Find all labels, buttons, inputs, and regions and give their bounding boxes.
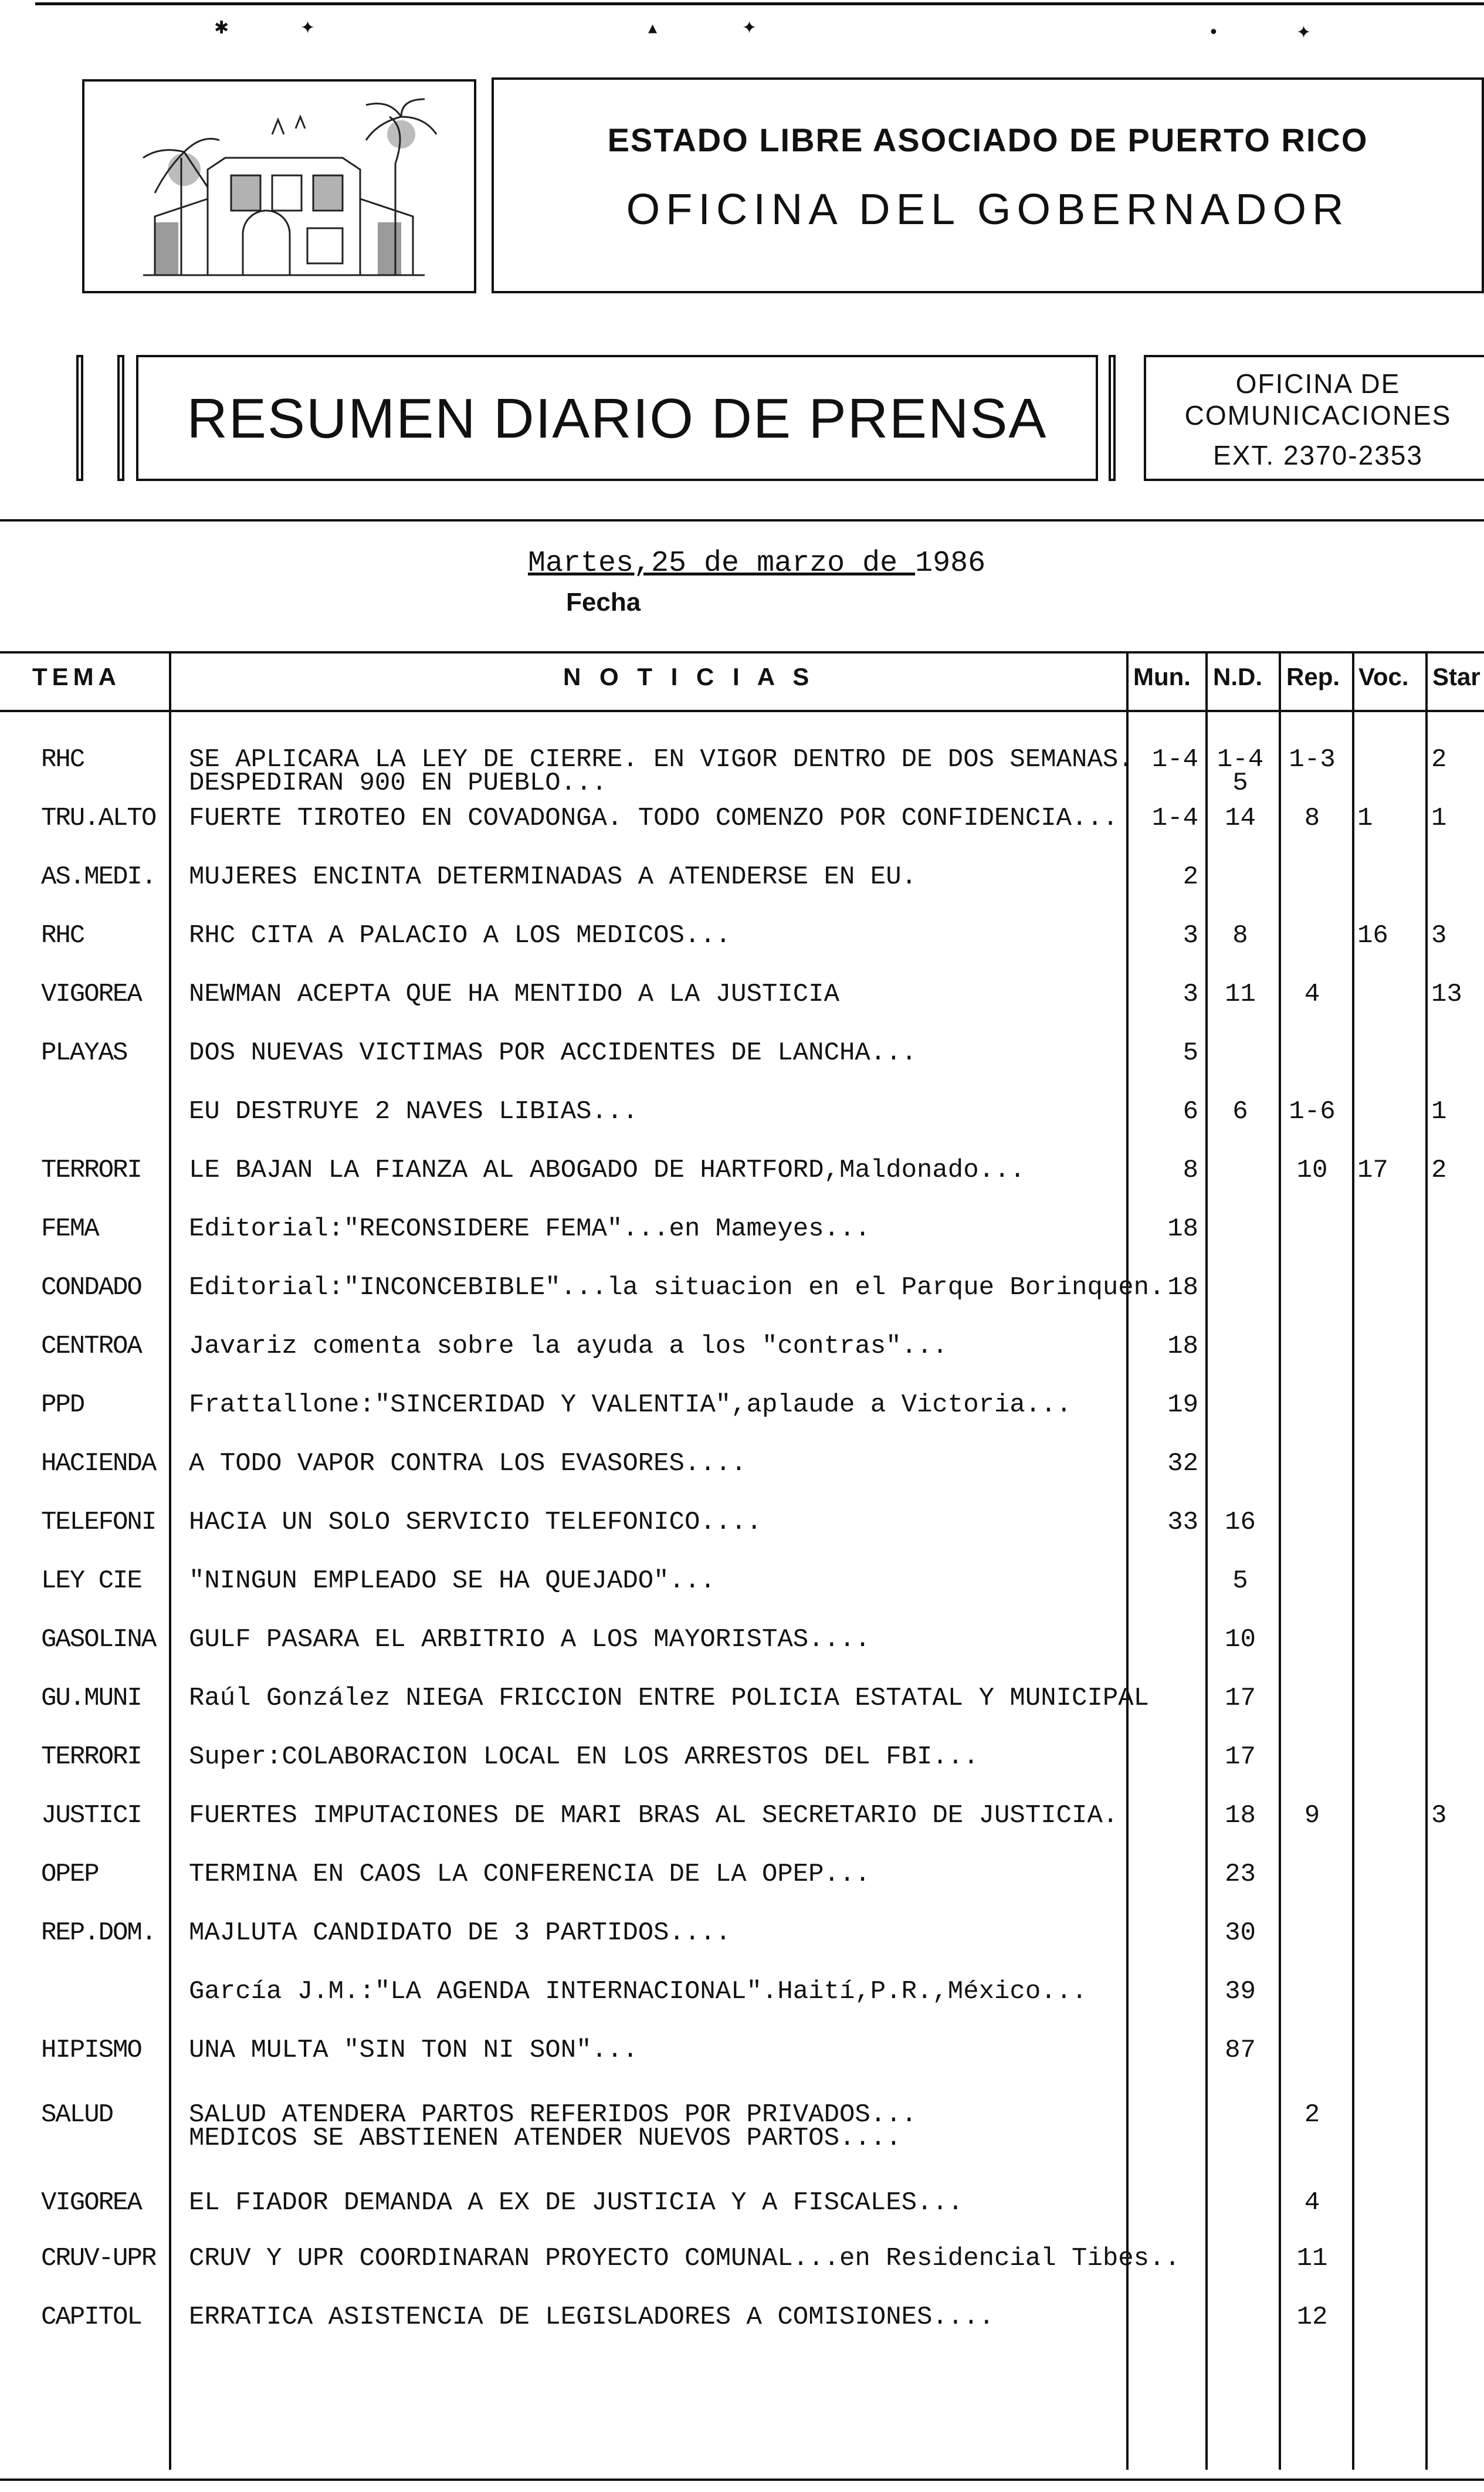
- title-box: [136, 355, 1098, 481]
- row-mun: 2: [1183, 862, 1198, 892]
- mark: ✱: [214, 18, 229, 38]
- table-header-rule: [0, 710, 1484, 712]
- row-noticia: NEWMAN ACEPTA QUE HA MENTIDO A LA JUSTICIA: [189, 980, 839, 1009]
- row-rep: 8: [1304, 804, 1320, 833]
- row-tema: HIPISMO: [41, 2036, 141, 2065]
- row-tema: TERRORI: [41, 1156, 141, 1185]
- date-label: Fecha: [566, 588, 641, 617]
- mark: •: [1208, 22, 1219, 43]
- row-tema: HACIENDA: [41, 1449, 156, 1478]
- table-row: [0, 2244, 1484, 2297]
- row-nd: 18: [1225, 1801, 1256, 1830]
- comm-line-2: COMUNICACIONES: [1184, 400, 1452, 431]
- date-line: [528, 547, 985, 580]
- table-row: [0, 921, 1484, 974]
- row-nd: 87: [1225, 2036, 1256, 2065]
- table-row: [0, 1449, 1484, 1502]
- row-rep: 4: [1304, 2188, 1320, 2217]
- row-rep: 10: [1296, 1156, 1328, 1185]
- row-nd: 17: [1225, 1742, 1256, 1772]
- row-tema: TERRORI: [41, 1742, 141, 1772]
- row-noticia: Frattallone:"SINCERIDAD Y VALENTIA",aplaude a Victoria...: [189, 1390, 1072, 1420]
- table-row: [0, 1801, 1484, 1854]
- row-noticia: UNA MULTA "SIN TON NI SON"...: [189, 2036, 638, 2065]
- date-text: Martes,25 de marzo de: [528, 547, 916, 580]
- table-row: [0, 1625, 1484, 1678]
- oficina-title: OFICINA DEL GOBERNADOR: [626, 185, 1350, 233]
- row-noticia: FUERTE TIROTEO EN COVADONGA. TODO COMENZO POR CONFIDENCIA...: [189, 804, 1119, 833]
- building-drawing-icon: [84, 82, 474, 291]
- row-nd: 5: [1232, 1566, 1248, 1596]
- row-mun: 3: [1183, 980, 1198, 1009]
- table-row: [0, 1860, 1484, 1912]
- row-nd: 16: [1225, 1508, 1256, 1537]
- row-tema: LEY CIE: [41, 1566, 141, 1596]
- row-star: 1: [1431, 1097, 1447, 1126]
- row-noticia: SE APLICARA LA LEY DE CIERRE. EN VIGOR DENTRO DE DOS SEMANAS.: [189, 745, 1134, 774]
- row-mun: 18: [1167, 1332, 1198, 1361]
- row-rep: 1-6: [1289, 1097, 1336, 1126]
- row-rep: 1-3: [1289, 745, 1336, 774]
- col-header-nd: N.D.: [1213, 663, 1262, 690]
- row-nd: 30: [1225, 1918, 1256, 1948]
- row-rep: 9: [1304, 1801, 1320, 1830]
- row-noticia: RHC CITA A PALACIO A LOS MEDICOS...: [189, 921, 731, 950]
- table-row: [0, 804, 1484, 856]
- row-tema: OPEP: [41, 1860, 99, 1889]
- government-header-box: [492, 77, 1484, 293]
- date-year: 1986: [915, 547, 986, 580]
- col-header-star: Star: [1432, 663, 1480, 690]
- row-noticia: TERMINA EN CAOS LA CONFERENCIA DE LA OPEP...: [189, 1860, 870, 1889]
- row-noticia: HACIA UN SOLO SERVICIO TELEFONICO....: [189, 1508, 762, 1537]
- row-rep: 2: [1304, 2100, 1320, 2129]
- row-nd: 10: [1225, 1625, 1256, 1654]
- row-nd: 11: [1225, 980, 1256, 1009]
- row-nd: 39: [1225, 1977, 1256, 2006]
- table-row: [0, 1977, 1484, 2030]
- row-nd: 14: [1225, 804, 1256, 833]
- row-nd: 6: [1232, 1097, 1248, 1126]
- row-noticia: "NINGUN EMPLEADO SE HA QUEJADO"...: [189, 1566, 716, 1596]
- mark: ✦: [1296, 22, 1312, 43]
- row-mun: 1-4: [1151, 745, 1198, 774]
- row-mun: 19: [1167, 1390, 1198, 1420]
- row-noticia-line2: MEDICOS SE ABSTIENEN ATENDER NUEVOS PARTOS....: [189, 2124, 902, 2153]
- table-row: [0, 745, 1484, 798]
- row-tema: PPD: [41, 1390, 84, 1420]
- row-voc: 1: [1357, 804, 1373, 833]
- row-noticia: EU DESTRUYE 2 NAVES LIBIAS...: [189, 1097, 638, 1126]
- row-nd: 17: [1225, 1684, 1256, 1713]
- row-noticia: Raúl González NIEGA FRICCION ENTRE POLICIA ESTATAL Y MUNICIPAL: [189, 1684, 1150, 1713]
- row-tema: GU.MUNI: [41, 1684, 141, 1713]
- page-title: RESUMEN DIARIO DE PRENSA: [187, 387, 1048, 450]
- table-row: [0, 1742, 1484, 1795]
- table-row: [0, 1390, 1484, 1443]
- row-noticia: ERRATICA ASISTENCIA DE LEGISLADORES A COMISIONES....: [189, 2303, 995, 2332]
- row-tema: CENTROA: [41, 1332, 141, 1361]
- row-noticia: Javariz comenta sobre la ayuda a los "contras"...: [189, 1332, 948, 1361]
- row-tema: TELEFONI: [41, 1508, 156, 1537]
- row-noticia: GULF PASARA EL ARBITRIO A LOS MAYORISTAS....: [189, 1625, 870, 1654]
- row-noticia-line2: DESPEDIRAN 900 EN PUEBLO...: [189, 768, 607, 798]
- table-row: [0, 2303, 1484, 2355]
- table-row: [0, 2188, 1484, 2241]
- row-tema: FEMA: [41, 1214, 99, 1244]
- row-noticia: Super:COLABORACION LOCAL EN LOS ARRESTOS DEL FBI...: [189, 1742, 979, 1772]
- row-tema: PLAYAS: [41, 1038, 127, 1068]
- col-header-noticias: N O T I C I A S: [563, 663, 815, 690]
- row-nd: 1-4: [1217, 745, 1264, 774]
- table-row: [0, 862, 1484, 915]
- row-tema: VIGOREA: [41, 980, 141, 1009]
- row-voc: 17: [1357, 1156, 1388, 1185]
- table-row: [0, 1684, 1484, 1736]
- row-mun: 18: [1167, 1273, 1198, 1302]
- row-mun: 32: [1167, 1449, 1198, 1478]
- col-header-tema: TEMA: [32, 663, 121, 690]
- row-noticia: CRUV Y UPR COORDINARAN PROYECTO COMUNAL...en Residencial Tibes..: [189, 2244, 1180, 2273]
- comm-extension: EXT. 2370-2353: [1213, 440, 1423, 470]
- table-row: [0, 1273, 1484, 1326]
- row-tema: CRUV-UPR: [41, 2244, 156, 2273]
- row-noticia: DOS NUEVAS VICTIMAS POR ACCIDENTES DE LANCHA...: [189, 1038, 917, 1068]
- row-noticia: LE BAJAN LA FIANZA AL ABOGADO DE HARTFORD,Maldonado...: [189, 1156, 1025, 1185]
- row-tema: RHC: [41, 745, 84, 774]
- communications-box: [1144, 355, 1484, 481]
- comm-line-1: OFICINA DE: [1235, 368, 1401, 399]
- mark: ✦: [300, 18, 316, 38]
- row-rep: 12: [1296, 2303, 1328, 2332]
- row-noticia: Editorial:"INCONCEBIBLE"...la situacion en el Parque Borinquen.: [189, 1273, 1165, 1302]
- row-noticia: EL FIADOR DEMANDA A EX DE JUSTICIA Y A FISCALES...: [189, 2188, 964, 2217]
- row-mun: 8: [1183, 1156, 1198, 1185]
- row-mun: 1-4: [1151, 804, 1198, 833]
- row-noticia: A TODO VAPOR CONTRA LOS EVASORES....: [189, 1449, 747, 1478]
- row-tema: VIGOREA: [41, 2188, 141, 2217]
- title-bar-left-1: [76, 355, 83, 481]
- row-nd: 8: [1232, 921, 1248, 950]
- estado-title: ESTADO LIBRE ASOCIADO DE PUERTO RICO: [607, 121, 1368, 158]
- row-mun: 3: [1183, 921, 1198, 950]
- header-rule: [0, 519, 1484, 522]
- col-header-rep: Rep.: [1286, 663, 1340, 690]
- row-star: 13: [1431, 980, 1462, 1009]
- row-tema: GASOLINA: [41, 1625, 156, 1654]
- row-tema: SALUD: [41, 2100, 113, 2129]
- row-rep: 11: [1296, 2244, 1328, 2273]
- row-mun: 18: [1167, 1214, 1198, 1244]
- bottom-rule: [0, 2479, 1484, 2481]
- row-voc: 16: [1357, 921, 1388, 950]
- table-top-rule: [0, 651, 1484, 654]
- title-bar-left-2: [117, 355, 124, 481]
- fortaleza-illustration: [82, 79, 476, 293]
- row-tema: JUSTICI: [41, 1801, 141, 1830]
- table-row: [0, 1156, 1484, 1208]
- table-row: [0, 2036, 1484, 2088]
- table-row: [0, 1214, 1484, 1267]
- row-tema: CAPITOL: [41, 2303, 141, 2332]
- title-bar-right-1: [1109, 355, 1116, 481]
- row-mun: 33: [1167, 1508, 1198, 1537]
- row-tema: TRU.ALTO: [41, 804, 156, 833]
- row-noticia: FUERTES IMPUTACIONES DE MARI BRAS AL SECRETARIO DE JUSTICIA.: [189, 1801, 1119, 1830]
- row-nd: 23: [1225, 1860, 1256, 1889]
- row-star: 3: [1431, 921, 1447, 950]
- row-star: 3: [1431, 1801, 1447, 1830]
- row-star: 2: [1431, 1156, 1447, 1185]
- table-row: [0, 980, 1484, 1032]
- row-star: 2: [1431, 745, 1447, 774]
- mark: ✦: [742, 18, 757, 38]
- row-rep: 4: [1304, 980, 1320, 1009]
- col-header-mun: Mun.: [1133, 663, 1191, 690]
- table-row: [0, 1097, 1484, 1150]
- row-noticia: SALUD ATENDERA PARTOS REFERIDOS POR PRIVADOS...: [189, 2100, 917, 2129]
- row-star: 1: [1431, 804, 1447, 833]
- table-row: [0, 1566, 1484, 1619]
- row-noticia: García J.M.:"LA AGENDA INTERNACIONAL".Haití,P.R.,México...: [189, 1977, 1087, 2006]
- table-row: [0, 2100, 1484, 2153]
- table-row: [0, 1918, 1484, 1971]
- mark: ▴: [648, 18, 658, 38]
- row-tema: CONDADO: [41, 1273, 141, 1302]
- col-header-voc: Voc.: [1358, 663, 1409, 690]
- row-mun: 5: [1183, 1038, 1198, 1068]
- top-rule: [35, 2, 1484, 5]
- row-noticia: MAJLUTA CANDIDATO DE 3 PARTIDOS....: [189, 1918, 731, 1948]
- row-noticia: MUJERES ENCINTA DETERMINADAS A ATENDERSE EN EU.: [189, 862, 917, 892]
- row-tema: REP.DOM.: [41, 1918, 156, 1948]
- row-tema: AS.MEDI.: [41, 862, 156, 892]
- row-nd-line2: 5: [1232, 768, 1248, 798]
- row-noticia: Editorial:"RECONSIDERE FEMA"...en Mameyes...: [189, 1214, 870, 1244]
- row-mun: 6: [1183, 1097, 1198, 1126]
- table-row: [0, 1038, 1484, 1091]
- row-tema: RHC: [41, 921, 84, 950]
- table-row: [0, 1332, 1484, 1384]
- table-row: [0, 1508, 1484, 1560]
